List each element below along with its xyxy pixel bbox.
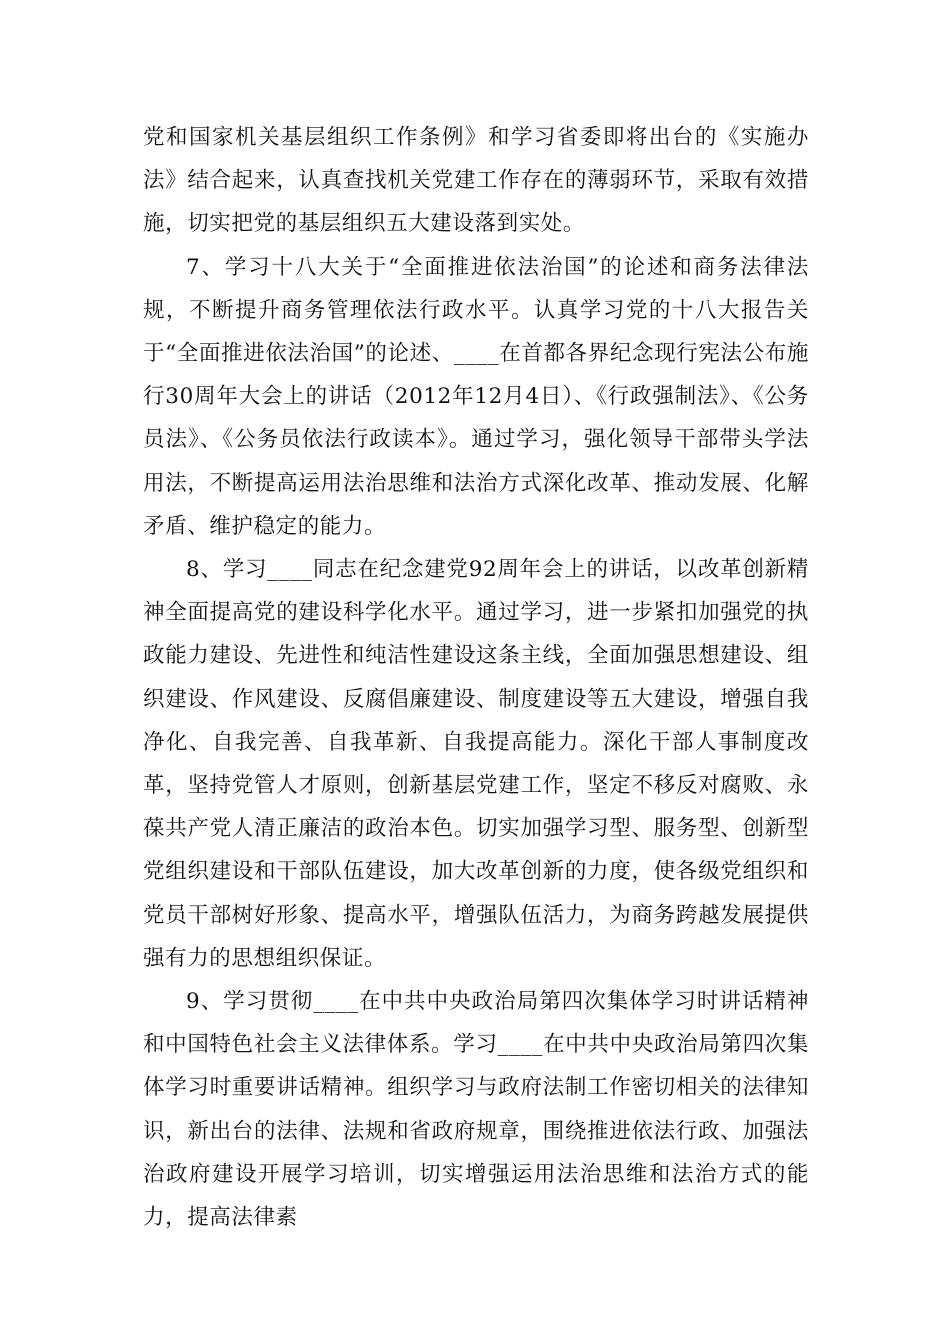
paragraph-item-8: 8、学习____同志在纪念建党92周年会上的讲话，以改革创新精神全面提高党的建设科学化水平。通过学习，进一步紧扣加强党的执政能力建设、先进性和纯洁性建设这条主线，全面加强思想建设、组织建设、作风建设、反腐倡廉建设、制度建设等五大建设，增强自我净化、自我完善、自我革新、自我提高能力。深化干部人事制度改革，坚持党管人才原则，创新基层党建工作，坚定不移反对腐败、永葆共产党人清正廉洁的政治本色。切实加强学习型、服务型、创新型党组织建设和干部队伍建设，加大改革创新的力度，使各级党组织和党员干部树好形象、提高水平，增强队伍活力，为商务跨越发展提供强有力的思想组织保证。: [143, 557, 809, 971]
paragraph-continuation: 党和国家机关基层组织工作条例》和学习省委即将出台的《实施办法》结合起来，认真查找机关党建工作存在的薄弱环节，采取有效措施，切实把党的基层组织五大建设落到实处。: [143, 125, 809, 237]
paragraph-item-7: 7、学习十八大关于“全面推进依法治国”的论述和商务法律法规，不断提升商务管理依法行政水平。认真学习党的十八大报告关于“全面推进依法治国”的论述、____在首都各界纪念现行宪法公布施行30周年大会上的讲话（2012年12月4日）、《行政强制法》、《公务员法》、《公务员依法行政读本》。通过学习，强化领导干部带头学法用法，不断提高运用法治思维和法治方式深化改革、推动发展、化解矛盾、维护稳定的能力。: [143, 254, 809, 539]
paragraph-item-9: 9、学习贯彻____在中共中央政治局第四次集体学习时讲话精神和中国特色社会主义法律体系。学习____在中共中央政治局第四次集体学习时重要讲话精神。组织学习与政府法制工作密切相关的法律知识，新出台的法律、法规和省政府规章，围绕推进依法行政、加强法治政府建设开展学习培训，切实增强运用法治思维和法治方式的能力，提高法律素: [143, 989, 809, 1231]
document-body: [143, 116, 809, 1239]
